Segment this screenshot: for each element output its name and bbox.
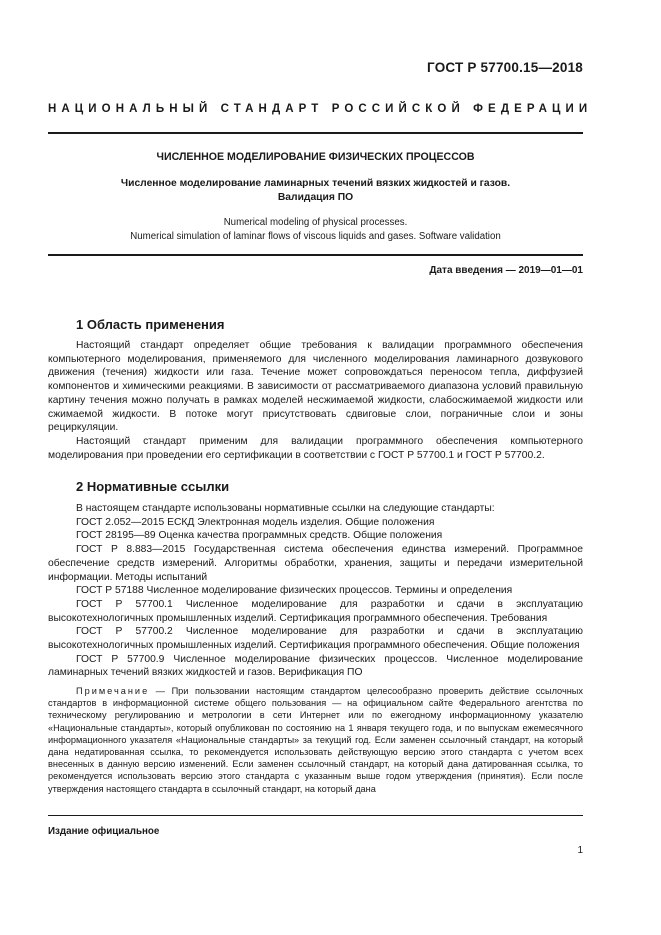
english-title-line-1: Numerical modeling of physical processes. [223, 217, 408, 228]
document-title: ЧИСЛЕННОЕ МОДЕЛИРОВАНИЕ ФИЗИЧЕСКИХ ПРОЦЕССОВ [156, 151, 475, 163]
section-1-paragraph: Настоящий стандарт определяет общие требования к валидации программного обеспечения компьютерного моделирования, применяемого для численного моделирования ламинарного дозвукового движения (течения) жидкости или газа. Течение может сопровождаться переносом тепла, диффузией компонентов и химическими реакциями. В зависимости от рассматриваемого диапазона условий правильную картину течения можно получать в рамках моделей несжимаемой жидкости, слабосжимаемой жидкости или сжимаемой жидкости. В потоке могут присутствовать сдвиговые слои, пограничные слои и зоны рециркуляции. [48, 340, 583, 434]
edition-label: Издание официальное [48, 826, 160, 837]
note-label: Примечание [76, 686, 150, 696]
reference-item: ГОСТ Р 57700.9 Численное моделирование физических процессов. Численное моделирование ламинарных течений вязких жидкостей и газов. Верификация ПО [48, 653, 583, 679]
page-number: 1 [577, 845, 583, 856]
document-subtitle [48, 177, 583, 204]
note-text: — При пользовании настоящим стандартом целесообразно проверить действие ссылочных стандартов в информационной системе общего пользования — на официальном сайте Федерального агентства по техническому регулированию и метрологии в сети Интернет или по ежегодному информационному указателю «Национальные стандарты», который опубликован по состоянию на 1 января текущего года, и по выпускам ежемесячного информационного указателя «Национальные стандарты» за текущий год. Если заменен ссылочный стандарт, на который дана недатированная ссылка, то рекомендуется использовать действующую версию этого стандарта с учетом всех внесенных в данную версию изменений. Если заменен ссылочный стандарт, на который дана датированная ссылка, то рекомендуется использовать версию этого стандарта с указанным выше годом утверждения (принятия). Если после утверждения настоящего стандарта в ссылочный стандарт, на который дана [48, 686, 583, 794]
note-block [48, 685, 583, 795]
introduction-date: Дата введения — 2019—01—01 [429, 265, 583, 276]
section-1-body [48, 339, 583, 462]
note-paragraph [48, 685, 583, 795]
section-2-heading: 2 Нормативные ссылки [76, 479, 230, 494]
reference-item: ГОСТ 2.052—2015 ЕСКД Электронная модель изделия. Общие положения [76, 516, 435, 528]
subtitle-line-1: Численное моделирование ламинарных течений вязких жидкостей и газов. [120, 178, 511, 189]
footer-divider [48, 815, 583, 816]
section-1-heading: 1 Область применения [76, 317, 225, 332]
title-divider [48, 254, 583, 256]
reference-item: ГОСТ 28195—89 Оценка качества программных средств. Общие положения [76, 530, 443, 542]
reference-item: ГОСТ Р 57188 Численное моделирование физических процессов. Термины и определения [76, 585, 513, 597]
national-standard-banner: НАЦИОНАЛЬНЫЙ СТАНДАРТ РОССИЙСКОЙ ФЕДЕРАЦИИ [48, 103, 593, 115]
english-title-line-2: Numerical simulation of laminar flows of viscous liquids and gases. Software validation [130, 230, 501, 242]
english-title [48, 216, 583, 243]
subtitle-line-2: Валидация ПО [277, 191, 354, 203]
section-2-paragraph: В настоящем стандарте использованы нормативные ссылки на следующие стандарты: [76, 503, 495, 514]
reference-item: ГОСТ Р 57700.2 Численное моделирование для разработки и сдачи в эксплуатацию высокотехнологичных промышленных изделий. Сертификация программного обеспечения. Общие положения [48, 626, 583, 652]
section-1-paragraph: Настоящий стандарт применим для валидации программного обеспечения компьютерного моделирования при проведении его сертификации в соответствии с ГОСТ Р 57700.1 и ГОСТ Р 57700.2. [48, 435, 583, 461]
section-2-body [48, 502, 583, 680]
gost-code: ГОСТ Р 57700.15—2018 [427, 60, 583, 75]
reference-item: ГОСТ Р 57700.1 Численное моделирование для разработки и сдачи в эксплуатацию высокотехнологичных промышленных изделий. Сертификация программного обеспечения. Требования [48, 598, 583, 624]
reference-item: ГОСТ Р 8.883—2015 Государственная система обеспечения единства измерений. Программное обеспечение средств измерений. Алгоритмы обработки, хранения, защиты и передачи измерительной информации. Методы испытаний [48, 544, 583, 583]
top-divider [48, 132, 583, 134]
